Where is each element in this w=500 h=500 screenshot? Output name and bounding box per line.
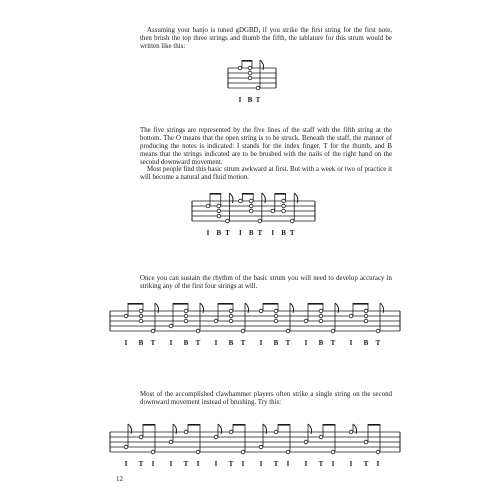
technique-label: I <box>169 460 173 468</box>
technique-label: I <box>271 229 275 237</box>
note-head <box>319 435 323 439</box>
technique-label: I <box>349 339 353 347</box>
technique-label: T <box>375 339 381 347</box>
note-head <box>248 66 252 70</box>
note-head <box>249 209 253 213</box>
technique-label: B <box>273 339 279 347</box>
note-head <box>364 319 368 323</box>
note-head <box>241 329 245 333</box>
technique-label: T <box>138 460 144 468</box>
paragraph-staff-explanation: The five strings are represented by the five lines of the staff with the fifth string at the bottom. The O means that the open string is to be struck. Beneath the staff, the manner of producing the notes is indicated: I stands for the index finger, T for the thumb, and B means that the strings indicated are to be brushed with the nails of the right hand on the second downward movement. <box>140 127 392 166</box>
note-head <box>196 329 200 333</box>
note-head <box>229 309 233 313</box>
technique-label: I <box>376 460 380 468</box>
technique-label: I <box>259 460 263 468</box>
technique-label: I <box>214 339 218 347</box>
note-flag <box>218 424 222 434</box>
note-head <box>248 76 252 80</box>
technique-label: T <box>289 229 295 237</box>
note-head <box>282 204 286 208</box>
note-head <box>214 435 218 439</box>
note-head <box>124 314 128 318</box>
technique-label: T <box>228 460 234 468</box>
note-head <box>256 86 260 90</box>
note-flag <box>353 424 357 434</box>
note-head <box>249 199 253 203</box>
technique-label: B <box>138 339 144 347</box>
note-head <box>184 309 188 313</box>
technique-label: T <box>273 460 279 468</box>
technique-label: T <box>240 339 246 347</box>
note-head <box>349 314 353 318</box>
note-flag <box>245 303 249 313</box>
note-flag <box>128 424 132 434</box>
note-flag <box>308 424 312 434</box>
note-head <box>229 319 233 323</box>
note-head <box>229 430 233 434</box>
technique-label: I <box>349 460 353 468</box>
note-head <box>319 314 323 318</box>
note-head <box>239 199 243 203</box>
tablature-example-2 <box>192 193 315 245</box>
technique-label: I <box>304 339 308 347</box>
note-head <box>249 204 253 208</box>
technique-label: B <box>247 96 253 104</box>
paragraph-intro: Assuming your banjo is tuned gDGBD, if you strike the first string for the first note, then brush the top three strings and thumb the fifth, the tablature for this strum would be written like this: <box>140 27 392 50</box>
note-head <box>331 450 335 454</box>
technique-label: T <box>255 96 261 104</box>
note-head <box>151 450 155 454</box>
technique-label: I <box>124 460 128 468</box>
technique-label: T <box>150 339 156 347</box>
technique-label: T <box>330 339 336 347</box>
note-head <box>139 314 143 318</box>
technique-label: I <box>206 229 210 237</box>
note-head <box>274 314 278 318</box>
note-head <box>319 309 323 313</box>
technique-label: B <box>183 339 189 347</box>
note-head <box>274 319 278 323</box>
technique-label: I <box>331 460 335 468</box>
note-flag <box>335 303 339 313</box>
technique-label: I <box>124 339 128 347</box>
note-head <box>248 71 252 75</box>
note-head <box>139 309 143 313</box>
technique-label: B <box>318 339 324 347</box>
note-flag <box>200 303 204 313</box>
note-head <box>258 219 262 223</box>
note-head <box>376 329 380 333</box>
technique-label: I <box>214 460 218 468</box>
note-head <box>206 204 210 208</box>
note-head <box>196 450 200 454</box>
note-flag <box>294 193 298 203</box>
note-head <box>139 319 143 323</box>
note-head <box>364 314 368 318</box>
technique-label: T <box>225 229 230 237</box>
technique-label: I <box>238 96 242 104</box>
note-head <box>217 209 221 213</box>
note-head <box>217 214 221 218</box>
note-head <box>286 450 290 454</box>
note-head <box>304 440 308 444</box>
note-head <box>184 430 188 434</box>
note-head <box>151 329 155 333</box>
note-flag <box>263 424 267 434</box>
technique-label: I <box>286 460 290 468</box>
note-head <box>282 209 286 213</box>
note-head <box>226 219 230 223</box>
note-head <box>241 450 245 454</box>
note-head <box>184 314 188 318</box>
paragraph-single-string: Most of the accomplished clawhammer players often strike a single string on the second downward movement instead of brushing. Try this: <box>140 391 392 406</box>
technique-label: T <box>285 339 291 347</box>
note-head <box>274 430 278 434</box>
technique-label: B <box>281 229 286 237</box>
note-head <box>124 445 128 449</box>
technique-label: I <box>241 460 245 468</box>
note-head <box>229 314 233 318</box>
note-flag <box>290 303 294 313</box>
technique-label: I <box>239 229 242 237</box>
paragraph-practice: Most people find this basic strum awkward at first. But with a week or two of practice it will become a natural and fluid motion. <box>140 166 392 181</box>
note-head <box>331 329 335 333</box>
technique-label: T <box>183 460 189 468</box>
technique-label: I <box>169 339 173 347</box>
note-flag <box>173 424 177 434</box>
note-head <box>376 450 380 454</box>
note-flag <box>229 193 233 203</box>
technique-label: T <box>363 460 369 468</box>
technique-label: T <box>195 339 201 347</box>
technique-label: I <box>304 460 308 468</box>
technique-label: T <box>318 460 324 468</box>
paragraph-accuracy: Once you can sustain the rhythm of the basic strum you will need to develop accuracy in striking any of the first four strings at will. <box>140 275 392 290</box>
note-head <box>290 219 294 223</box>
note-head <box>274 309 278 313</box>
technique-label: I <box>196 460 200 468</box>
note-head <box>286 329 290 333</box>
note-flag <box>262 193 266 203</box>
technique-label: B <box>248 229 254 237</box>
technique-label: B <box>216 229 222 237</box>
note-head <box>259 445 263 449</box>
note-head <box>282 199 286 203</box>
note-head <box>217 204 221 208</box>
technique-label: T <box>257 229 263 237</box>
note-flag <box>260 60 264 70</box>
tablature-example-3 <box>110 303 400 355</box>
note-head <box>364 440 368 444</box>
note-head <box>319 319 323 323</box>
note-head <box>259 309 263 313</box>
note-head <box>364 309 368 313</box>
tablature-example-4 <box>110 424 400 476</box>
note-head <box>238 66 242 70</box>
note-head <box>139 435 143 439</box>
technique-label: I <box>259 339 263 347</box>
note-head <box>169 440 173 444</box>
note-head <box>304 319 308 323</box>
note-flag <box>155 303 159 313</box>
note-head <box>184 319 188 323</box>
note-head <box>271 209 275 213</box>
technique-label: I <box>151 460 155 468</box>
note-head <box>349 430 353 434</box>
technique-label: B <box>228 339 234 347</box>
note-flag <box>380 303 384 313</box>
note-head <box>214 319 218 323</box>
page-number: 12 <box>116 475 123 483</box>
note-head <box>169 324 173 328</box>
technique-label: B <box>363 339 369 347</box>
tablature-example-1 <box>228 60 276 112</box>
